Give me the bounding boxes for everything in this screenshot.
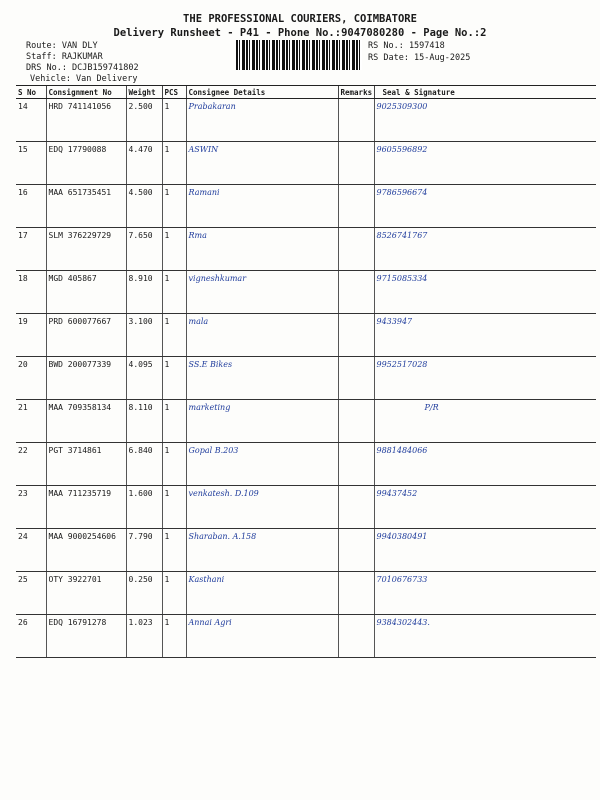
remarks <box>338 572 374 615</box>
consignee-handwritten: Ramani <box>186 185 338 228</box>
signature-handwritten: 99437452 <box>374 486 596 529</box>
consignment-number: MAA 9000254606 <box>46 529 126 572</box>
remarks <box>338 443 374 486</box>
signature-handwritten: 9433947 <box>374 314 596 357</box>
weight: 7.790 <box>126 529 162 572</box>
consignment-number: OTY 3922701 <box>46 572 126 615</box>
table-row <box>16 400 596 443</box>
serial-number: 22 <box>16 443 46 486</box>
weight: 4.470 <box>126 142 162 185</box>
weight: 8.910 <box>126 271 162 314</box>
table-row <box>16 615 596 658</box>
consignee-handwritten: marketing <box>186 400 338 443</box>
consignment-number: MAA 711235719 <box>46 486 126 529</box>
consignee-handwritten: mala <box>186 314 338 357</box>
consignment-number: PRD 600077667 <box>46 314 126 357</box>
vehicle-label: Vehicle: Van Delivery <box>30 74 138 84</box>
serial-number: 19 <box>16 314 46 357</box>
column-header: Weight <box>126 86 162 99</box>
serial-number: 18 <box>16 271 46 314</box>
barcode-image <box>236 40 362 70</box>
signature-handwritten: 8526741767 <box>374 228 596 271</box>
serial-number: 24 <box>16 529 46 572</box>
pieces: 1 <box>162 99 186 142</box>
weight: 3.100 <box>126 314 162 357</box>
consignment-number: MAA 651735451 <box>46 185 126 228</box>
consignment-number: MAA 709358134 <box>46 400 126 443</box>
pieces: 1 <box>162 615 186 658</box>
weight: 7.650 <box>126 228 162 271</box>
pieces: 1 <box>162 271 186 314</box>
serial-number: 25 <box>16 572 46 615</box>
weight: 4.095 <box>126 357 162 400</box>
serial-number: 23 <box>16 486 46 529</box>
weight: 0.250 <box>126 572 162 615</box>
weight: 1.023 <box>126 615 162 658</box>
signature-handwritten: 9715085334 <box>374 271 596 314</box>
table-row <box>16 572 596 615</box>
table-row <box>16 357 596 400</box>
column-header: Remarks <box>338 86 374 99</box>
pieces: 1 <box>162 314 186 357</box>
remarks <box>338 185 374 228</box>
pieces: 1 <box>162 142 186 185</box>
pieces: 1 <box>162 572 186 615</box>
rs-date: RS Date: 15-Aug-2025 <box>368 53 471 63</box>
table-row <box>16 314 596 357</box>
remarks <box>338 99 374 142</box>
remarks <box>338 529 374 572</box>
consignee-handwritten: venkatesh. D.109 <box>186 486 338 529</box>
column-header: Consignee Details <box>186 86 338 99</box>
table-row <box>16 142 596 185</box>
rs-number: RS No.: 1597418 <box>368 41 445 51</box>
remarks <box>338 486 374 529</box>
pieces: 1 <box>162 400 186 443</box>
signature-handwritten: 9881484066 <box>374 443 596 486</box>
signature-handwritten: 9605596892 <box>374 142 596 185</box>
weight: 6.840 <box>126 443 162 486</box>
consignee-handwritten: Prabakaran <box>186 99 338 142</box>
table-row <box>16 185 596 228</box>
pieces: 1 <box>162 357 186 400</box>
signature-handwritten: 9025309300 <box>374 99 596 142</box>
drs-number: DRS No.: DCJB159741802 <box>26 63 139 73</box>
route-label: Route: VAN DLY <box>26 41 98 51</box>
table-row <box>16 228 596 271</box>
table-row <box>16 529 596 572</box>
consignee-handwritten: Gopal B.203 <box>186 443 338 486</box>
serial-number: 26 <box>16 615 46 658</box>
company-title: THE PROFESSIONAL COURIERS, COIMBATORE <box>183 13 417 25</box>
serial-number: 14 <box>16 99 46 142</box>
table-header-row <box>16 86 596 99</box>
signature-handwritten: 9786596674 <box>374 185 596 228</box>
signature-handwritten: P/R <box>374 400 596 443</box>
consignee-handwritten: Annai Agri <box>186 615 338 658</box>
runsheet-table <box>16 85 596 658</box>
pieces: 1 <box>162 228 186 271</box>
consignee-handwritten: Rma <box>186 228 338 271</box>
weight: 4.500 <box>126 185 162 228</box>
column-header: Consignment No <box>46 86 126 99</box>
weight: 2.500 <box>126 99 162 142</box>
serial-number: 20 <box>16 357 46 400</box>
pieces: 1 <box>162 486 186 529</box>
consignment-number: EDQ 16791278 <box>46 615 126 658</box>
signature-handwritten: 7010676733 <box>374 572 596 615</box>
column-header: S No <box>16 86 46 99</box>
consignment-number: BWD 200077339 <box>46 357 126 400</box>
serial-number: 21 <box>16 400 46 443</box>
pieces: 1 <box>162 443 186 486</box>
pieces: 1 <box>162 185 186 228</box>
consignment-number: EDQ 17790088 <box>46 142 126 185</box>
remarks <box>338 142 374 185</box>
serial-number: 17 <box>16 228 46 271</box>
consignment-number: HRD 741141056 <box>46 99 126 142</box>
consignee-handwritten: Kasthani <box>186 572 338 615</box>
remarks <box>338 228 374 271</box>
remarks <box>338 314 374 357</box>
consignment-number: MGD 405867 <box>46 271 126 314</box>
signature-handwritten: 9384302443. <box>374 615 596 658</box>
consignee-handwritten: Sharaban. A.158 <box>186 529 338 572</box>
table-row <box>16 99 596 142</box>
serial-number: 15 <box>16 142 46 185</box>
remarks <box>338 615 374 658</box>
remarks <box>338 357 374 400</box>
signature-handwritten: 9952517028 <box>374 357 596 400</box>
serial-number: 16 <box>16 185 46 228</box>
remarks <box>338 271 374 314</box>
staff-label: Staff: RAJKUMAR <box>26 52 103 62</box>
column-header: Seal & Signature <box>374 86 596 99</box>
weight: 1.600 <box>126 486 162 529</box>
pieces: 1 <box>162 529 186 572</box>
remarks <box>338 400 374 443</box>
consignee-handwritten: SS.E Bikes <box>186 357 338 400</box>
consignee-handwritten: ASWIN <box>186 142 338 185</box>
table-row <box>16 486 596 529</box>
runsheet-subtitle: Delivery Runsheet - P41 - Phone No.:9047080280 - Page No.:2 <box>113 27 487 39</box>
signature-handwritten: 9940380491 <box>374 529 596 572</box>
table-row <box>16 443 596 486</box>
consignment-number: SLM 376229729 <box>46 228 126 271</box>
table-row <box>16 271 596 314</box>
weight: 8.110 <box>126 400 162 443</box>
column-header: PCS <box>162 86 186 99</box>
consignment-number: PGT 3714861 <box>46 443 126 486</box>
consignee-handwritten: vigneshkumar <box>186 271 338 314</box>
